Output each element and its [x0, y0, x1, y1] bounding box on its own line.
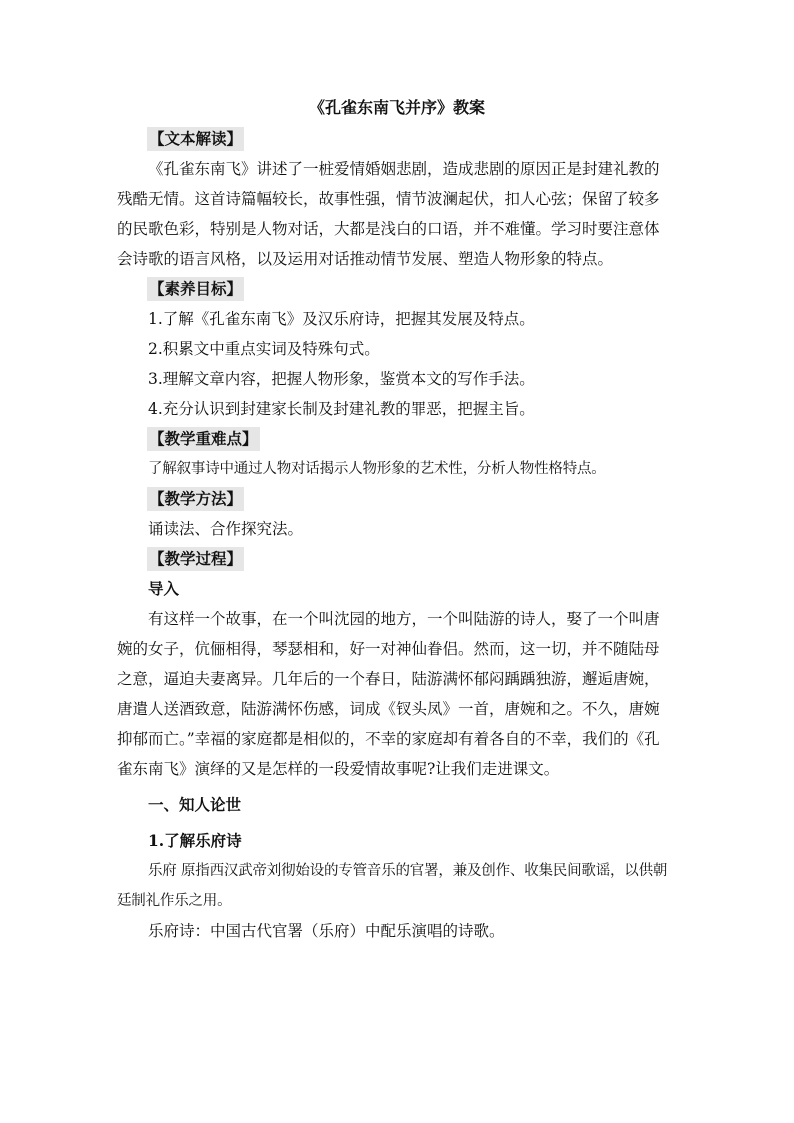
- subsection-title-1: 1.了解乐府诗: [148, 831, 242, 850]
- section-heading-method: 【教学方法】: [147, 487, 244, 511]
- method-paragraph: 诵读法、合作探究法。: [148, 520, 304, 538]
- yuefu-paragraph-2: 乐府诗：中国古代官署（乐府）中配乐演唱的诗歌。: [148, 922, 505, 940]
- goal-item: 1.了解《孔雀东南飞》及汉乐府诗，把握其发展及特点。: [148, 310, 535, 328]
- section-heading-goals: 【素养目标】: [147, 277, 244, 301]
- section-heading-key: 【教学重难点】: [147, 427, 260, 451]
- key-paragraph: 了解叙事诗中通过人物对话揭示人物形象的艺术性，分析人物性格特点。: [148, 461, 606, 477]
- intro-title: 导入: [148, 579, 180, 598]
- section-heading-process: 【教学过程】: [147, 547, 244, 571]
- goals-list: [117, 304, 672, 424]
- goal-item: 3.理解文章内容，把握人物形象，鉴赏本文的写作手法。: [148, 370, 535, 388]
- yuefu-paragraph-1: 乐府 原指西汉武帝刘彻始设的专管音乐的官署，兼及创作、收集民间歌谣，以供朝廷制礼作乐之用。: [117, 863, 668, 909]
- goal-item: 2.积累文中重点实词及特殊句式。: [148, 340, 380, 358]
- goal-item: 4.充分认识到封建家长制及封建礼教的罪恶，把握主旨。: [148, 400, 535, 418]
- section-title-1: 一、知人论世: [148, 795, 242, 814]
- section-heading-reading: 【文本解读】: [147, 127, 244, 151]
- reading-paragraph: 《孔雀东南飞》讲述了一桩爱情婚姻悲剧，造成悲剧的原因正是封建礼教的残酷无情。这首诗篇幅较长，故事性强，情节波澜起伏，扣人心弦；保留了较多的民歌色彩，特别是人物对话，大都是浅白的口语，并不难懂。学习时要注意体会诗歌的语言风格，以及运用对话推动情节发展、塑造人物形象的特点。: [117, 160, 660, 268]
- intro-paragraph: 有这样一个故事，在一个叫沈园的地方，一个叫陆游的诗人，娶了一个叫唐婉的女子，伉俪相得，琴瑟相和，好一对神仙眷侣。然而，这一切，并不随陆母之意，逼迫夫妻离异。几年后的一个春日，陆游满怀郁闷踽踽独游，邂逅唐婉，唐遣人送酒致意，陆游满怀伤感，词成《钗头凤》一首，唐婉和之。不久，唐婉抑郁而亡。”幸福的家庭都是相似的，不幸的家庭却有着各自的不幸，我们的《孔雀东南飞》演绎的又是怎样的一段爱情故事呢?让我们走进课文。: [117, 610, 660, 778]
- document-title: 《孔雀东南飞并序》教案: [308, 98, 485, 117]
- document-body: [117, 124, 672, 946]
